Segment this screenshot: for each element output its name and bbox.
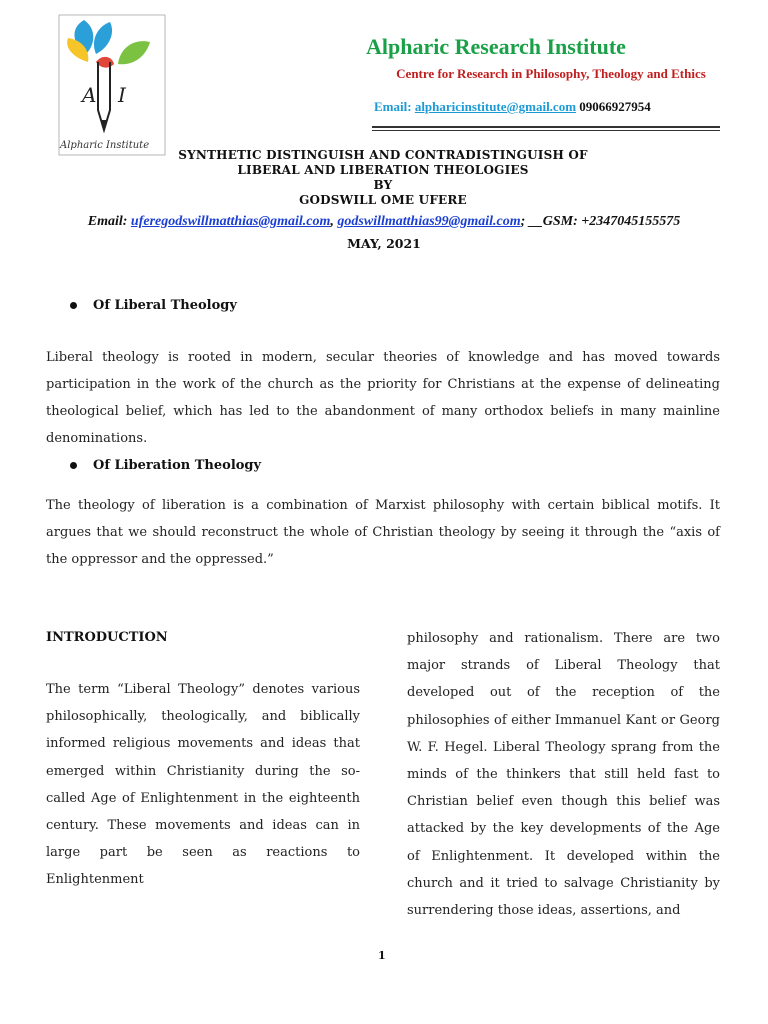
institute-subtitle: Centre for Research in Philosophy, Theology and Ethics xyxy=(396,66,706,81)
title-by: BY xyxy=(373,178,393,192)
svg-text:A: A xyxy=(82,83,97,107)
author-contact xyxy=(40,214,728,230)
title-line-2: LIBERAL AND LIBERATION THEOLOGIES xyxy=(237,163,529,177)
contact-phone: ; __GSM: +2347045155575 xyxy=(520,214,681,229)
header-rule xyxy=(372,126,720,128)
page-number: 1 xyxy=(378,949,386,962)
institute-email-link[interactable]: alpharicinstitute@gmail.com xyxy=(414,99,577,114)
institute-name: Alpharic Research Institute xyxy=(366,34,626,59)
publication-date: MAY, 2021 xyxy=(347,236,421,251)
section-heading-liberation xyxy=(70,458,261,473)
institute-contact xyxy=(374,99,651,115)
svg-text:I: I xyxy=(118,83,126,107)
contact-separator: , xyxy=(330,214,334,229)
bullet-icon xyxy=(70,462,77,469)
introduction-heading: INTRODUCTION xyxy=(46,630,168,645)
institute-logo xyxy=(58,14,166,160)
author-email-link-1[interactable]: uferegodswillmatthias@gmail.com xyxy=(130,214,331,229)
section-heading-liberal xyxy=(70,298,237,313)
institute-phone: 09066927954 xyxy=(579,99,651,114)
section-paragraph-liberation: The theology of liberation is a combination of Marxist philosophy with certain biblical motifs. It argues that we should reconstruct the whole of Christian theology by seeing it through the “axis of the oppressor and the oppressed.” xyxy=(46,498,720,567)
paper-title xyxy=(120,148,646,208)
bullet-icon xyxy=(70,302,77,309)
email-label: Email: xyxy=(374,99,412,114)
author-name: GODSWILL OME UFERE xyxy=(299,193,467,207)
contact-email-label: Email: xyxy=(87,214,128,229)
title-line-1: SYNTHETIC DISTINGUISH AND CONTRADISTINGUISH OF xyxy=(178,148,588,162)
section-heading-text: Of Liberal Theology xyxy=(93,298,237,313)
introduction-left-column: The term “Liberal Theology” denotes various philosophically, theologically, and biblically informed religious movements and ideas that emerged within Christianity during the so-called Age of Enlightenment in the eighteenth century. These movements and ideas can in large part be seen as reactions to Enlightenment xyxy=(46,682,360,888)
section-paragraph-liberal: Liberal theology is rooted in modern, secular theories of knowledge and has moved towards participation in the work of the church as the priority for Christians at the expense of delineating theological belief, which has led to the abandonment of many orthodox beliefs in many mainline denominations. xyxy=(46,350,720,446)
author-email-link-2[interactable]: godswillmatthias99@gmail.com xyxy=(337,214,521,229)
logo-caption: Alpharic Institute xyxy=(60,140,150,151)
header-rule-thin xyxy=(372,130,720,131)
section-heading-text: Of Liberation Theology xyxy=(93,458,262,473)
introduction-right-column: philosophy and rationalism. There are two major strands of Liberal Theology that developed out of the reception of the philosophies of either Immanuel Kant or Georg W. F. Hegel. Liberal Theology sprang from the minds of the thinkers that still held fast to Christian belief even though this belief was attacked by the key developments of the Age of Enlightenment. It developed within the church and it tried to salvage Christianity by surrendering those ideas, assertions, and xyxy=(407,631,720,919)
